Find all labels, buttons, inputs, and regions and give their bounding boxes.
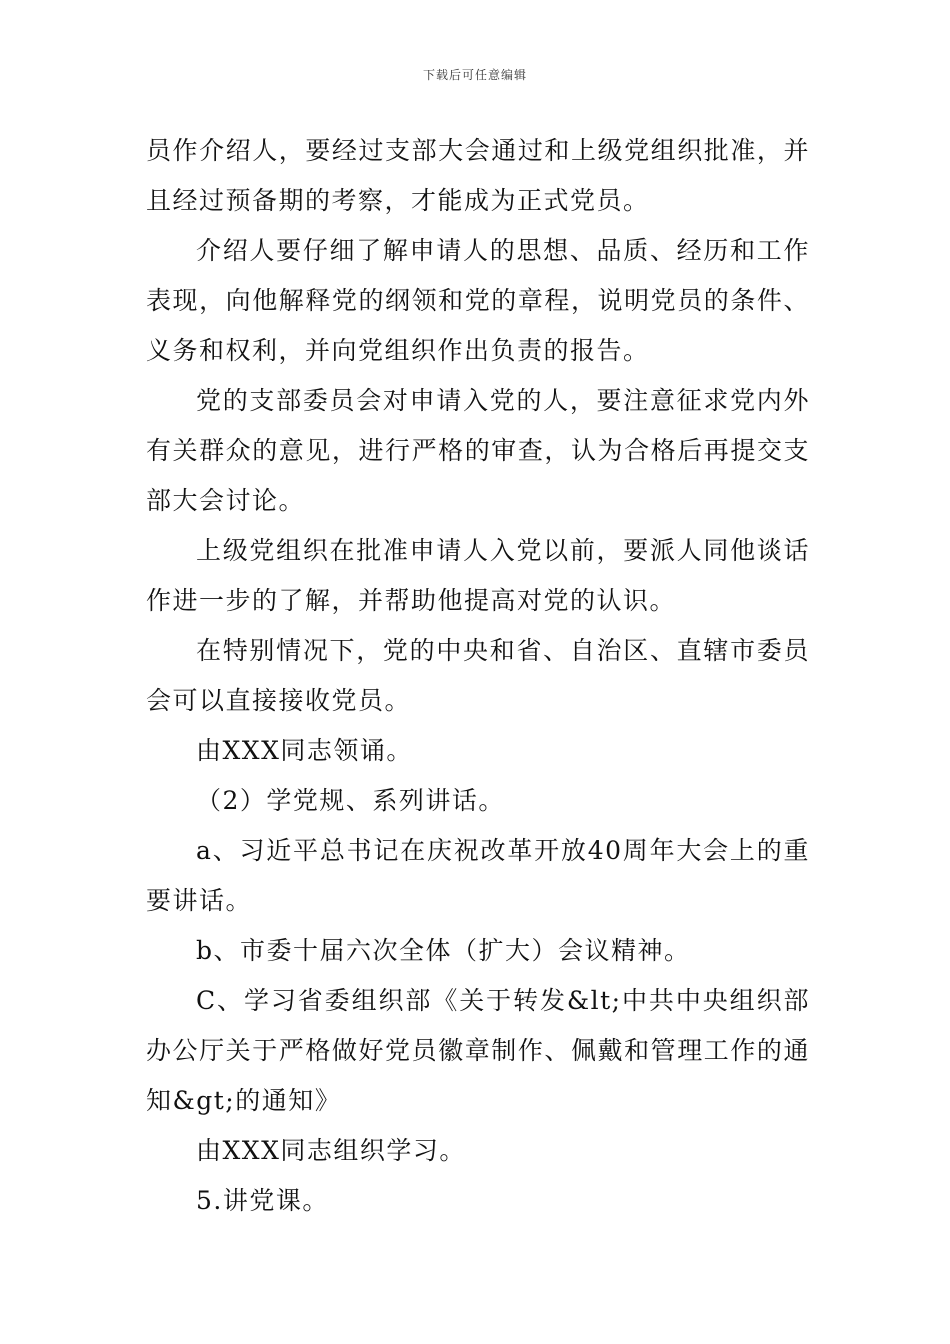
document-body	[146, 126, 810, 1226]
paragraph: 由XXX同志组织学习。	[196, 1136, 466, 1165]
paragraph: 在特别情况下，党的中央和省、自治区、直辖市委员会可以直接接收党员。	[146, 636, 810, 715]
paragraph: 上级党组织在批准申请人入党以前，要派人同他谈话作进一步的了解，并帮助他提高对党的认识。	[146, 536, 810, 615]
paragraph: a、习近平总书记在庆祝改革开放40周年大会上的重要讲话。	[146, 836, 810, 915]
paragraph: 员作介绍人，要经过支部大会通过和上级党组织批准，并且经过预备期的考察，才能成为正式党员。	[146, 136, 810, 215]
page-header: 下载后可任意编辑	[422, 68, 527, 82]
paragraph: 5.讲党课。	[196, 1186, 329, 1215]
paragraph: C、学习省委组织部《关于转发&lt;中共中央组织部办公厅关于严格做好党员徽章制作、佩戴和管理工作的通知&gt;的通知》	[146, 986, 810, 1115]
paragraph: 党的支部委员会对申请入党的人，要注意征求党内外有关群众的意见，进行严格的审查，认为合格后再提交支部大会讨论。	[146, 386, 810, 515]
paragraph: 由XXX同志领诵。	[196, 736, 413, 765]
paragraph: 介绍人要仔细了解申请人的思想、品质、经历和工作表现，向他解释党的纲领和党的章程，说明党员的条件、义务和权利，并向党组织作出负责的报告。	[146, 236, 810, 365]
paragraph: b、市委十届六次全体（扩大）会议精神。	[196, 936, 691, 965]
paragraph: （2）学党规、系列讲话。	[196, 786, 505, 815]
